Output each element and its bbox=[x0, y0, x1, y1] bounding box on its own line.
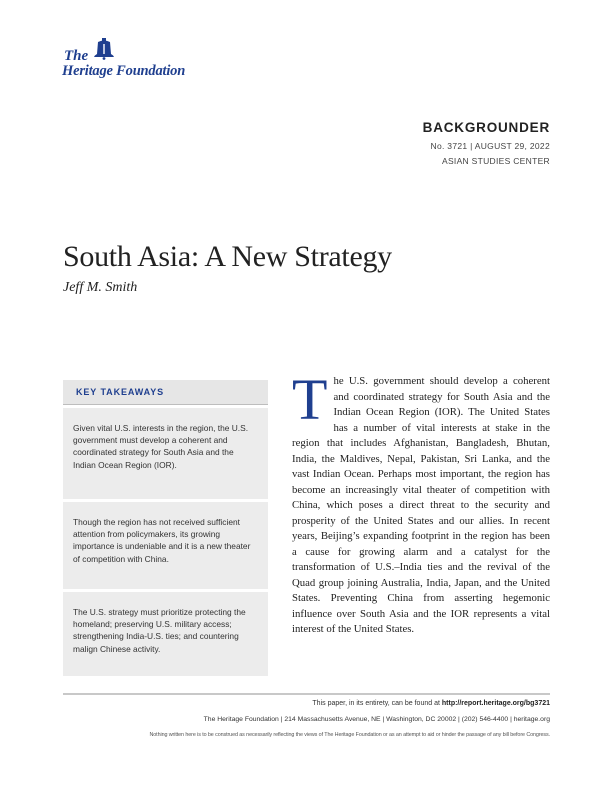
footer-online-prefix: This paper, in its entirety, can be found at bbox=[312, 700, 440, 707]
takeaway-item: Given vital U.S. interests in the region, the U.S. government must develop a coherent and coordinated strategy for South Asia and the Indian Ocean Region (IOR). bbox=[63, 408, 268, 499]
takeaway-item: The U.S. strategy must prioritize protecting the homeland; preserving U.S. military access; strengthening India-U.S. ties; and countering malign Chinese activity. bbox=[63, 592, 268, 676]
footer-report-link[interactable]: http://report.heritage.org/bg3721 bbox=[441, 700, 550, 707]
key-takeaways-header bbox=[63, 380, 268, 405]
author-name: Jeff M. Smith bbox=[63, 280, 138, 295]
body-text: he U.S. government should develop a coherent and coordinated strategy for South Asia and the Indian Ocean Region (IOR). The United States has a number of vital interests at stake in the region that includes Afghanistan, Bangladesh, Bhutan, India, the Maldives, Nepal, Pakistan, Sri Lanka, and the vast Indian Ocean. Perhaps most important, the region has become an increasingly vital theater of competition with China, which poses a direct threat to the security and prosperity of the United States and our allies. In recent years, Beijing’s expanding footprint in the region has been a cause for growing alarm and a catalyst for the transformation of U.S.–India ties and the revival of the Quad group joining Australia, India, Japan, and the United States. Preventing China from asserting hegemonic influence over South Asia and the IOR represents a vital interest of the United States. bbox=[292, 375, 550, 635]
document-type: BACKGROUNDER bbox=[422, 120, 550, 135]
document-number-date: No. 3721 | AUGUST 29, 2022 bbox=[430, 141, 550, 151]
heritage-logo bbox=[62, 38, 222, 82]
liberty-bell-icon bbox=[93, 38, 115, 60]
footer-disclaimer: Nothing written here is to be construed as necessarily reflecting the views of The Heritage Foundation or as an attempt to aid or hinder the passage of any bill before Congress. bbox=[149, 732, 550, 738]
footer-divider bbox=[63, 693, 550, 695]
body-paragraph bbox=[292, 367, 550, 638]
footer-online-note bbox=[312, 700, 550, 707]
logo-the: The bbox=[64, 48, 89, 64]
drop-cap: T bbox=[292, 367, 328, 432]
takeaway-item: Though the region has not received sufficient attention from policymakers, its growing importance is undeniable and it is a new theater of competition with China. bbox=[63, 502, 268, 589]
logo-name: Heritage Foundation bbox=[62, 63, 186, 79]
footer-address: The Heritage Foundation | 214 Massachusetts Avenue, NE | Washington, DC 20002 | (202) 546-4400 | heritage.org bbox=[203, 716, 550, 723]
key-takeaways-heading: KEY TAKEAWAYS bbox=[76, 387, 165, 397]
key-takeaways-panel bbox=[63, 380, 268, 676]
document-center: ASIAN STUDIES CENTER bbox=[441, 156, 550, 166]
page-title: South Asia: A New Strategy bbox=[63, 240, 392, 273]
